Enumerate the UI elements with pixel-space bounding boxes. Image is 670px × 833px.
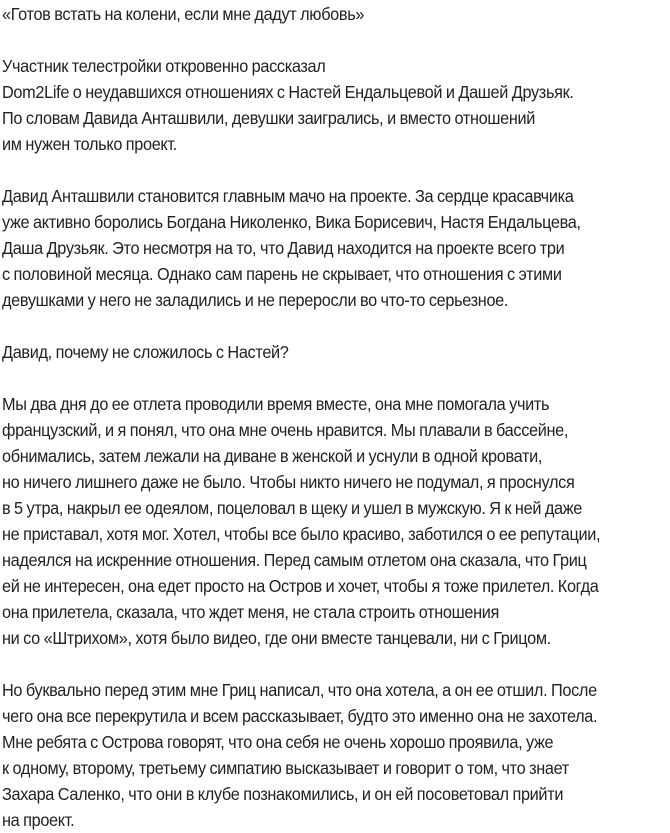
article-title	[2, 1, 670, 27]
text-line: уже активно боролись Богдана Николенко, Вика Борисевич, Настя Ендальцева,	[2, 212, 581, 232]
text-line: но ничего лишнего даже не было. Чтобы никто ничего не подумал, я проснулся	[2, 472, 575, 492]
text-line: Даша Друзьяк. Это несмотря на то, что Давид находится на проекте всего три	[2, 238, 565, 258]
paragraph-intro	[2, 183, 670, 313]
text-line: Мне ребята с Острова говорят, что она себя не очень хорошо проявила, уже	[2, 732, 554, 752]
text-line: ей не интересен, она едет просто на Остров и хочет, чтобы я тоже прилетел. Когда	[2, 576, 599, 596]
text-line: Участник телестройки откровенно рассказал	[2, 56, 326, 76]
text-line: По словам Давида Анташвили, девушки заигрались, и вместо отношений	[2, 108, 536, 128]
text-line: Давид, почему не сложилось с Настей?	[2, 342, 289, 362]
interview-answer-2	[2, 677, 670, 833]
text-line: девушками у него не заладились и не переросли во что-то серьезное.	[2, 290, 509, 310]
interview-answer-1	[2, 391, 670, 651]
text-line: к одному, второму, третьему симпатию высказывает и говорит о том, что знает	[2, 758, 569, 778]
text-line: надеялся на искренние отношения. Перед самым отлетом она сказала, что Гриц	[2, 550, 587, 570]
text-line: не приставал, хотя мог. Хотел, чтобы все было красиво, заботился о ее репутации,	[2, 524, 601, 544]
text-line: обнимались, затем лежали на диване в женской и уснули в одной кровати,	[2, 446, 543, 466]
text-line: в 5 утра, накрыл ее одеялом, поцеловал в щеку и ушел в мужскую. Я к ней даже	[2, 498, 583, 518]
text-line: французский, и я понял, что она мне очень нравится. Мы плавали в бассейне,	[2, 420, 569, 440]
interview-question	[2, 339, 670, 365]
text-line: Захара Саленко, что они в клубе познакомились, и он ей посоветовал прийти	[2, 784, 564, 804]
text-line: на проект.	[2, 810, 75, 830]
text-line: Но буквально перед этим мне Гриц написал, что она хотела, а он ее отшил. После	[2, 680, 597, 700]
paragraph-lead	[2, 53, 670, 157]
text-line: ни со «Штрихом», хотя было видео, где они вместе танцевали, ни с Грицом.	[2, 628, 551, 648]
text-line: с половиной месяца. Однако сам парень не скрывает, что отношения с этими	[2, 264, 562, 284]
text-line: Мы два дня до ее отлета проводили время вместе, она мне помогала учить	[2, 394, 550, 414]
text-line: Давид Анташвили становится главным мачо на проекте. За сердце красавчика	[2, 186, 574, 206]
title-line: «Готов встать на колени, если мне дадут любовь»	[2, 4, 365, 24]
text-line: им нужен только проект.	[2, 134, 177, 154]
text-line: чего она все перекрутила и всем рассказывает, будто это именно она не захотела.	[2, 706, 598, 726]
text-line: Dom2Life о неудавшихся отношениях с Настей Ендальцевой и Дашей Друзьяк.	[2, 82, 574, 102]
text-line: она прилетела, сказала, что ждет меня, не стала строить отношения	[2, 602, 499, 622]
